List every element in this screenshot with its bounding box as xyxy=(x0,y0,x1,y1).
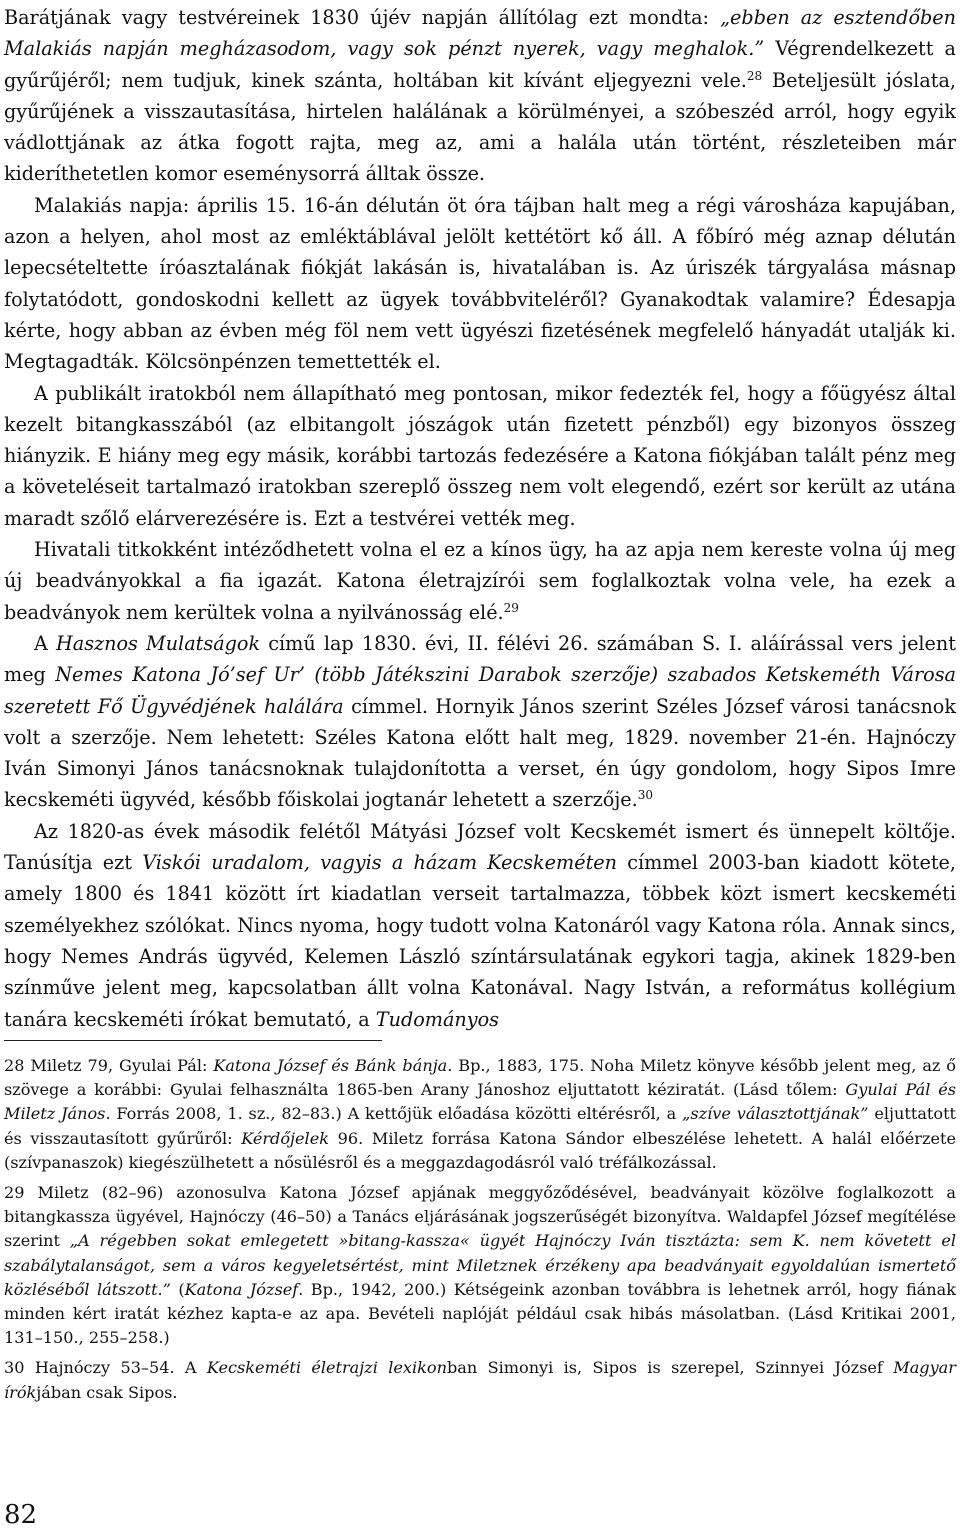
text-run: című lap 1830. évi, II. félévi 26. számában S. I. aláírással vers jelent meg xyxy=(4,631,956,687)
main-text xyxy=(4,0,956,1035)
italic-text: Katona József és Bánk bánja. xyxy=(213,1056,453,1075)
text-run: Barátjának vagy testvéreinek 1830 újév napján állítólag ezt mondta: xyxy=(4,6,721,29)
italic-text: Magyar írók xyxy=(4,1358,956,1402)
text-run: 96. Miletz forrása Katona Sándor elbeszélése lehetett. A halál előérzete (szívpanaszok) kiegészülhetett a nősülésről és a meggazdagodásról való tréfálkozással. xyxy=(4,1128,956,1172)
paragraph xyxy=(4,0,956,190)
footnote xyxy=(4,1356,956,1404)
footnote xyxy=(4,1054,956,1175)
text-run: A publikált iratokból nem állapítható meg pontosan, mikor fedezték fel, hogy a főügyész által kezelt bitangkasszából (az elbitangolt jószágok után fizetett pénzből) egy bizonyos összeg hiányzik. E hiány meg egy másik, korábbi tartozás fedezésére a Katona fiókjában talált pénz meg a követeléseit tartalmazó iratokban szereplő összeg nem volt elegendő, ezért sor került az utána maradt szőlő elárverezésére is. Ezt a testvérei vették meg. xyxy=(4,381,956,530)
text-run: címmel. Hornyik János szerint Széles József városi tanácsnok volt a szerzője. Nem lehetett: Széles Katona előtt halt meg, 1829. november 21-én. Hajnóczy Iván Simonyi János tanácsnoknak tulajdonította a verset, én úgy gondolom, hogy Sipos Imre kecskeméti ügyvéd, később főiskolai jogtanár lehetett a szerzője. xyxy=(4,694,956,812)
text-run: A xyxy=(34,631,57,655)
text-run: jában csak Sipos. xyxy=(36,1382,178,1402)
italic-text: „ebben az esztendőben Malakiás napján megházasodom, vagy sok pénzt nyerek, vagy meghalok.” xyxy=(4,6,956,61)
text-run: 28 Miletz 79, Gyulai Pál: xyxy=(4,1056,214,1075)
footnote-ref: 29 xyxy=(503,600,519,615)
text-run: Malakiás napja: április 15. 16-án délután öt óra tájban halt meg a régi városháza kapujában, azon a helyen, ahol most az emléktáblával jelölt kettétört kő áll. A főbíró még aznap délután lepecsételtette íróasztalának fiókját lakásán is, hivatalában is. Az úriszék tárgyalása másnap folytatódott, gondoskodni kellett az ügyek továbbviteléről? Gyanakodtak valamire? Édesapja kérte, hogy abban az évben még föl nem vett ügyészi fizetésének megfelelő hányadát utalják ki. Megtagadták. Kölcsönpénzen temettették el. xyxy=(4,193,956,374)
paragraph xyxy=(4,190,956,378)
page xyxy=(4,0,956,1035)
text-run: Bp., 1883, 175. Noha Miletz könyve később jelent meg, az ő szövege a korábbi: Gyulai felhasználta 1865-ben Arany Jánoshoz eljuttatott kéziratát. (Lásd tőlem: xyxy=(4,1056,956,1100)
text-run: Beteljesült jóslata, gyűrűjének a visszautasítása, hirtelen halálának a körülményei, a szóbeszéd arról, hogy egyik vádlottjának az átka fogott rajta, meg az, ami a halála után történt, részleteiben már kideríthetetlen komor eseménysorrá álltak össze. xyxy=(4,68,957,186)
italic-text: „szíve választottjának” xyxy=(682,1104,869,1124)
italic-text: Viskói uradalom, vagyis a házam Kecskeméten xyxy=(142,851,618,875)
footnote xyxy=(4,1181,956,1350)
italic-text: Gyulai Pál és Miletz János. xyxy=(4,1080,956,1124)
text-run: . Bp., 1942, 200.) Kétségeink azonban továbbra is lehetnek arról, hogy fiának minden kért iratát kézhez kapta-e az apa. Bevételi naplóját például csak hibás másolatban. (Lásd Kritikai 2001, 131–150., 255–258.) xyxy=(4,1279,956,1348)
italic-text: Kecskeméti életrajzi lexikon xyxy=(206,1358,447,1378)
italic-text: „A régebben sokat emlegetett »bitang-kassza« ügyét Hajnóczy Iván tisztázta: sem K. nem követett el szabálytalanságot, sem a város kegyeletsértést, mint Miletznek érzékeny apa beadványait egyoldalúan ismertető közléséből látszott.” xyxy=(4,1231,956,1299)
italic-text: Hasznos Mulatságok xyxy=(56,631,261,655)
text-run: 30 Hajnóczy 53–54. A xyxy=(4,1358,207,1378)
text-run: Forrás 2008, 1. sz., 82–83.) A kettőjük előadása közötti eltérésről, a xyxy=(110,1104,683,1124)
text-run: 29 Miletz (82–96) azonosulva Katona József apjának meggyőződésével, beadványait közölve foglalkozott a bitangkassza ügyével, Hajnóczy (46–50) a Tanács eljárásának jogszerűségét bizonyítva. Waldapfel József megítélése szerint xyxy=(4,1183,956,1251)
text-run: eljuttatott és visszautasított gyűrűről: xyxy=(4,1104,957,1148)
text-run: Az 1820-as évek második felétől Mátyási József volt Kecskemét ismert és ünnepelt költője. Tanúsítja ezt xyxy=(4,819,956,875)
text-run: Hivatali titkokként intéződhetett volna el ez a kínos ügy, ha az apja nem kereste volna új meg új beadványokkal a fia igazát. Katona életrajzírói sem foglalkoztak volna vele, ha ezek a beadványok nem kerültek volna a nyilvánosság elé. xyxy=(4,538,956,624)
paragraph xyxy=(4,534,956,628)
text-run: címmel 2003-ban kiadott kötete, amely 1800 és 1841 között írt kiadatlan verseit tartalmazza, többek közt ismert kecskeméti személyekhez szólókat. Nincs nyoma, hogy tudott volna Katonáról vagy Katona róla. Annak sincs, hogy Nemes András ügyvéd, Kelemen László színtársulatának egykori tagja, akinek 1829-ben színműve jelent meg, kapcsolatban állt volna Katonával. Nagy István, a református kollégium tanára kecskeméti írókat bemutató, a xyxy=(4,851,957,1031)
italic-text: Katona József xyxy=(184,1279,299,1299)
paragraph xyxy=(4,816,956,1035)
text-run: Végrendelkezett a gyűrűjéről; nem tudjuk, kinek szánta, holtában kit kívánt eljegyezni vele. xyxy=(4,37,956,92)
footnote-ref: 28 xyxy=(746,68,763,83)
italic-text: Tudományos xyxy=(375,1007,500,1031)
footnote-ref: 30 xyxy=(637,788,654,803)
footnotes xyxy=(4,1054,956,1411)
italic-text: Kérdőjelek xyxy=(241,1128,329,1148)
page-number: 82 xyxy=(4,1500,38,1530)
paragraph xyxy=(4,628,956,816)
footnote-separator xyxy=(4,1040,382,1041)
italic-text: Nemes Katona Jó’sef Ur’ (több Játékszini Darabok szerzője) szabados Ketskeméth Városa szeretett Fő Ügyvédjének halálára xyxy=(4,663,956,718)
text-run: ( xyxy=(170,1279,185,1299)
paragraph xyxy=(4,378,956,534)
text-run: ban Simonyi is, Sipos is szerepel, Szinnyei József xyxy=(446,1358,894,1378)
